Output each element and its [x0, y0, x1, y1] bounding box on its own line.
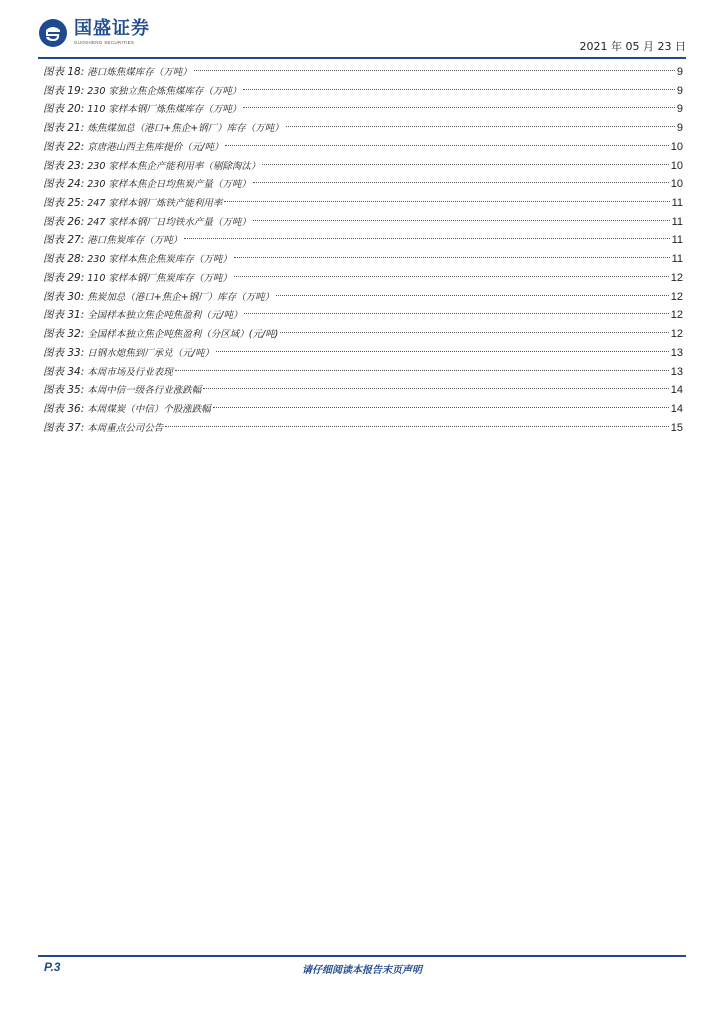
- toc-entry-page: 9: [676, 66, 683, 78]
- toc-entry[interactable]: [43, 82, 683, 101]
- toc-entry-title: 230 家样本焦企日均焦炭产量（万吨）: [87, 179, 251, 191]
- toc-entry[interactable]: [43, 138, 683, 157]
- toc-entry-label: 图表 25:: [43, 197, 85, 210]
- toc-entry-page: 11: [671, 234, 683, 247]
- toc-entry-label: 图表 29:: [43, 271, 85, 284]
- toc-entry-label: 图表 19:: [43, 84, 85, 97]
- toc-entry-page: 11: [671, 197, 683, 210]
- toc-entry-page: 12: [670, 271, 683, 284]
- toc-entry[interactable]: [43, 269, 683, 288]
- toc-entry[interactable]: [43, 419, 683, 438]
- toc-entry-label: 图表 24:: [43, 178, 85, 191]
- toc-entry-label: 图表 30:: [43, 290, 85, 303]
- toc-entry-page: 10: [670, 140, 683, 153]
- toc-entry[interactable]: [43, 306, 683, 325]
- toc-entry[interactable]: [43, 157, 683, 176]
- disclaimer-notice: 请仔细阅读本报告末页声明: [302, 965, 422, 976]
- toc-entry-page: 9: [676, 122, 683, 135]
- toc-entry-page: 13: [670, 346, 683, 359]
- toc-dot-leader: [276, 295, 669, 296]
- brand-name-en: GUOSHENG SECURITIES: [74, 40, 135, 45]
- toc-entry-title: 港口焦炭库存（万吨）: [87, 235, 183, 247]
- toc-dot-leader: [253, 220, 670, 221]
- toc-entry-page: 11: [671, 253, 683, 266]
- toc-entry-title: 京唐港山西主焦库提价（元/吨）: [87, 141, 224, 153]
- toc-entry-title: 230 家独立焦企炼焦煤库存（万吨）: [87, 85, 242, 97]
- toc-entry[interactable]: [43, 363, 683, 382]
- toc-entry-label: 图表 18:: [43, 66, 85, 78]
- toc-entry-page: 9: [676, 103, 683, 116]
- toc-entry[interactable]: [43, 175, 683, 194]
- brand-name: 国盛证券: [74, 18, 150, 39]
- toc-dot-leader: [184, 238, 669, 239]
- toc-entry-label: 图表 20:: [43, 103, 85, 116]
- brand-logo: [38, 18, 150, 54]
- toc-entry-title: 247 家样本钢厂日均铁水产量（万吨）: [87, 216, 251, 228]
- toc-dot-leader: [243, 107, 674, 108]
- toc-dot-leader: [203, 388, 668, 389]
- guosheng-logo-icon: [38, 18, 68, 48]
- toc-entry[interactable]: [43, 100, 683, 119]
- toc-entry-label: 图表 33:: [43, 346, 85, 359]
- toc-entry[interactable]: [43, 400, 683, 419]
- header-divider: [38, 57, 686, 59]
- toc-dot-leader: [280, 332, 668, 333]
- toc-entry-title: 焦炭加总（港口+焦企+钢厂）库存（万吨）: [87, 291, 275, 303]
- toc-entry[interactable]: [43, 213, 683, 232]
- toc-entry-label: 图表 31:: [43, 309, 85, 322]
- toc-entry-title: 日钢水熄焦到厂承兑（元/吨）: [87, 347, 214, 359]
- page-header: [38, 18, 686, 56]
- toc-entry-label: 图表 26:: [43, 215, 85, 228]
- toc-entry-label: 图表 37:: [43, 421, 85, 434]
- toc-entry-page: 14: [670, 384, 683, 397]
- footer-divider: [38, 955, 686, 957]
- toc-entry-label: 图表 36:: [43, 402, 85, 415]
- toc-entry-title: 全国样本独立焦企吨焦盈利（分区域）(元/吨): [87, 329, 279, 341]
- toc-entry[interactable]: [43, 63, 683, 82]
- toc-entry-page: 14: [670, 402, 683, 415]
- toc-dot-leader: [262, 164, 668, 165]
- toc-entry-page: 12: [670, 290, 683, 303]
- toc-entry-title: 本周市场及行业表现: [87, 366, 173, 378]
- toc-entry[interactable]: [43, 194, 683, 213]
- toc-entry[interactable]: [43, 119, 683, 138]
- toc-dot-leader: [175, 370, 669, 371]
- toc-entry[interactable]: [43, 381, 683, 400]
- toc-dot-leader: [234, 276, 669, 277]
- toc-entry-title: 本周重点公司公告: [87, 422, 164, 434]
- toc-entry-page: 13: [670, 365, 683, 378]
- toc-entry-label: 图表 23:: [43, 159, 85, 172]
- toc-entry-label: 图表 21:: [43, 122, 85, 135]
- toc-dot-leader: [244, 313, 668, 314]
- toc-entry-label: 图表 32:: [43, 328, 85, 341]
- toc-entry-title: 230 家样本焦企焦炭库存（万吨）: [87, 254, 232, 266]
- toc-dot-leader: [253, 182, 669, 183]
- toc-entry-page: 9: [676, 84, 683, 97]
- toc-entry-page: 10: [670, 159, 683, 172]
- toc-entry-title: 本周中信一级各行业涨跌幅: [87, 385, 202, 397]
- toc-entry-title: 全国样本独立焦企吨焦盈利（元/吨）: [87, 310, 243, 322]
- toc-entry[interactable]: [43, 325, 683, 344]
- toc-entry-title: 110 家样本钢厂焦炭库存（万吨）: [87, 272, 232, 284]
- figure-list: [43, 63, 683, 437]
- toc-dot-leader: [213, 407, 669, 408]
- report-date: 2021 年 05 月 23 日: [579, 40, 686, 53]
- toc-entry[interactable]: [43, 288, 683, 307]
- toc-dot-leader: [216, 351, 669, 352]
- toc-dot-leader: [225, 145, 668, 146]
- toc-entry[interactable]: [43, 344, 683, 363]
- toc-entry-label: 图表 27:: [43, 234, 85, 247]
- toc-entry-label: 图表 28:: [43, 253, 85, 266]
- toc-entry-page: 12: [670, 328, 683, 341]
- toc-dot-leader: [243, 89, 674, 90]
- toc-entry-page: 10: [670, 178, 683, 191]
- toc-entry-label: 图表 22:: [43, 140, 85, 153]
- toc-dot-leader: [234, 257, 670, 258]
- toc-entry-page: 15: [670, 421, 683, 434]
- toc-entry-label: 图表 34:: [43, 365, 85, 378]
- toc-entry-title: 本周煤炭（中信）个股涨跌幅: [87, 403, 211, 415]
- toc-entry-title: 港口炼焦煤库存（万吨）: [87, 67, 192, 78]
- toc-entry[interactable]: [43, 250, 683, 269]
- toc-entry-page: 12: [670, 309, 683, 322]
- toc-dot-leader: [224, 201, 669, 202]
- toc-entry-page: 11: [671, 215, 683, 228]
- toc-entry-title: 炼焦煤加总（港口+焦企+钢厂）库存（万吨）: [87, 123, 284, 135]
- toc-dot-leader: [286, 126, 675, 127]
- page-number: P.3: [44, 960, 61, 974]
- toc-entry-title: 230 家样本焦企产能利用率（剔除淘汰）: [87, 160, 261, 172]
- toc-entry-label: 图表 35:: [43, 384, 85, 397]
- toc-entry-title: 247 家样本钢厂炼铁产能利用率: [87, 198, 223, 210]
- toc-entry[interactable]: [43, 231, 683, 250]
- toc-dot-leader: [165, 426, 668, 427]
- toc-entry-title: 110 家样本钢厂炼焦煤库存（万吨）: [87, 104, 242, 116]
- toc-dot-leader: [194, 70, 675, 71]
